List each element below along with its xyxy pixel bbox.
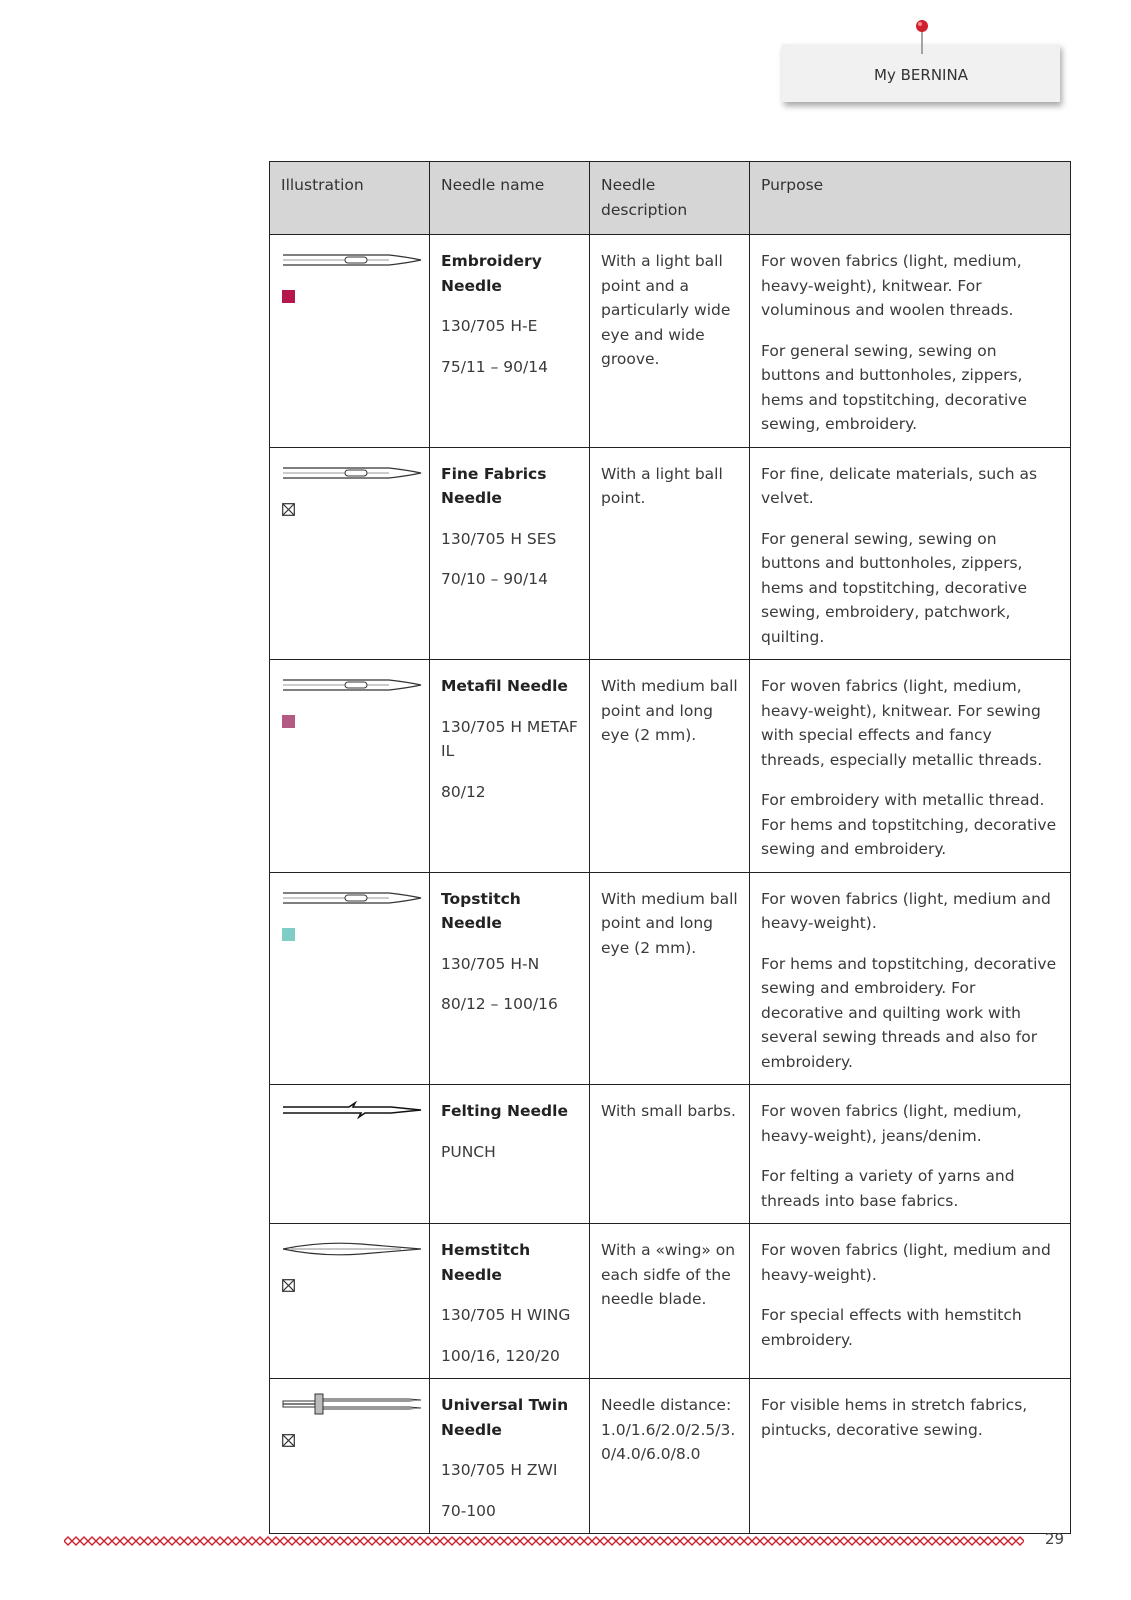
needle-description: Needle distance: 1.0/1.6/2.0/2.5/3.0/4.0/6.0/8.0	[601, 1396, 736, 1463]
footer-zigzag-line	[64, 1535, 1024, 1547]
illustration-cell	[270, 872, 430, 1085]
purpose-cell	[750, 1085, 1071, 1224]
needle-description: With a light ball point.	[601, 464, 723, 507]
needle-description: With medium ball point and long eye (2 mm).	[601, 677, 738, 744]
needle-sizes: 70-100	[441, 1501, 496, 1520]
needle-name: Fine Fabrics Needle	[441, 464, 547, 507]
needle-sizes: 70/10 – 90/14	[441, 570, 548, 588]
header-needle-description: Needle description	[590, 162, 750, 235]
illustration-cell	[270, 1224, 430, 1379]
illustration-cell	[270, 660, 430, 873]
topstitch-needle-icon	[281, 887, 423, 909]
purpose-text: For general sewing, sewing on buttons and buttonholes, zippers, hems and topstitching, decorative sewing, embroidery.	[761, 341, 1027, 433]
color-marker-icon	[282, 928, 295, 941]
purpose-cell	[750, 1224, 1071, 1379]
needle-sizes: 80/12	[441, 782, 486, 801]
needle-name-cell	[430, 1224, 590, 1379]
needle-system: 130/705 H METAF IL	[441, 717, 578, 760]
purpose-text: For woven fabrics (light, medium, heavy-weight), knitwear. For voluminous and woolen threads.	[761, 252, 1022, 319]
header-purpose: Purpose	[750, 162, 1071, 235]
purpose-cell	[750, 1379, 1071, 1534]
table-row	[270, 1379, 1071, 1534]
table-row	[270, 660, 1071, 873]
purpose-text: For fine, delicate materials, such as velvet.	[761, 464, 1038, 507]
purpose-cell	[750, 447, 1071, 660]
fine-fabrics-needle-icon	[281, 462, 423, 484]
needle-name: Felting Needle	[441, 1102, 568, 1120]
needle-description-cell	[590, 447, 750, 660]
needle-description-cell	[590, 872, 750, 1085]
needle-name: Universal Twin Needle	[441, 1396, 569, 1439]
crossed-box-icon	[282, 1434, 295, 1447]
needle-sizes: 75/11 – 90/14	[441, 357, 548, 376]
needle-description: With a «wing» on each sidfe of the needle blade.	[601, 1241, 736, 1308]
needle-description-cell	[590, 1085, 750, 1224]
purpose-text: For special effects with hemstitch embroidery.	[761, 1306, 1022, 1349]
purpose-cell	[750, 872, 1071, 1085]
header-needle-name: Needle name	[430, 162, 590, 235]
purpose-text: For woven fabrics (light, medium, heavy-weight), knitwear. For sewing with special effects and fancy threads, especially metallic threads.	[761, 677, 1043, 769]
felting-needle-icon	[281, 1099, 423, 1121]
crossed-box-icon	[282, 503, 295, 516]
table-row	[270, 1085, 1071, 1224]
purpose-text: For hems and topstitching, decorative sewing and embroidery. For decorative and quilting work with several sewing threads and also for embroidery.	[761, 954, 1057, 1071]
table-header-row	[270, 162, 1071, 235]
needle-description-cell	[590, 1379, 750, 1534]
needle-description: With a light ball point and a particularly wide eye and wide groove.	[601, 252, 731, 368]
needle-name: Metafil Needle	[441, 677, 568, 695]
illustration-cell	[270, 235, 430, 448]
needle-description: With small barbs.	[601, 1102, 736, 1120]
needle-system: 130/705 H-E	[441, 317, 538, 335]
crossed-box-icon	[282, 1279, 295, 1292]
hemstitch-needle-icon	[281, 1238, 423, 1260]
illustration-cell	[270, 447, 430, 660]
needle-name: Embroidery Needle	[441, 252, 542, 295]
needle-description-cell	[590, 235, 750, 448]
purpose-text: For general sewing, sewing on buttons and buttonholes, zippers, hems and topstitching, decorative sewing, embroidery, patchwork, quilting.	[761, 529, 1027, 646]
table-row	[270, 447, 1071, 660]
color-marker-icon	[282, 290, 295, 303]
header-illustration: Illustration	[270, 162, 430, 235]
needle-name-cell	[430, 447, 590, 660]
needle-table	[269, 161, 1071, 1534]
table-row	[270, 1224, 1071, 1379]
twin-needle-icon	[281, 1393, 423, 1415]
table-row	[270, 872, 1071, 1085]
needle-name: Topstitch Needle	[441, 889, 521, 932]
needle-name-cell	[430, 872, 590, 1085]
header-tab-label: My BERNINA	[874, 66, 968, 84]
needle-name-cell	[430, 1379, 590, 1534]
purpose-text: For felting a variety of yarns and threads into base fabrics.	[761, 1167, 1015, 1210]
needle-description-cell	[590, 1224, 750, 1379]
purpose-cell	[750, 660, 1071, 873]
embroidery-needle-icon	[281, 249, 423, 271]
metafil-needle-icon	[281, 674, 423, 696]
purpose-cell	[750, 235, 1071, 448]
needle-system: 130/705 H WING	[441, 1306, 571, 1324]
needle-sizes: 80/12 – 100/16	[441, 995, 558, 1013]
table-row	[270, 235, 1071, 448]
page-number: 29	[1045, 1530, 1065, 1548]
needle-description-cell	[590, 660, 750, 873]
purpose-text: For woven fabrics (light, medium and heavy-weight).	[761, 889, 1051, 932]
color-marker-icon	[282, 715, 295, 728]
needle-name-cell	[430, 235, 590, 448]
illustration-cell	[270, 1085, 430, 1224]
illustration-cell	[270, 1379, 430, 1534]
purpose-text: For woven fabrics (light, medium and heavy-weight).	[761, 1241, 1051, 1284]
purpose-text: For woven fabrics (light, medium, heavy-weight), jeans/denim.	[761, 1102, 1022, 1145]
needle-name: Hemstitch Needle	[441, 1241, 531, 1284]
pushpin-icon	[912, 18, 932, 58]
needle-sizes: 100/16, 120/20	[441, 1346, 560, 1365]
needle-system: PUNCH	[441, 1142, 496, 1161]
purpose-text: For visible hems in stretch fabrics, pintucks, decorative sewing.	[761, 1396, 1028, 1439]
needle-name-cell	[430, 660, 590, 873]
needle-name-cell	[430, 1085, 590, 1224]
needle-description: With medium ball point and long eye (2 mm).	[601, 889, 738, 957]
needle-system: 130/705 H-N	[441, 954, 540, 973]
needle-system: 130/705 H SES	[441, 529, 557, 548]
needle-system: 130/705 H ZWI	[441, 1461, 558, 1479]
purpose-text: For embroidery with metallic thread. For hems and topstitching, decorative sewing and embroidery.	[761, 791, 1057, 858]
